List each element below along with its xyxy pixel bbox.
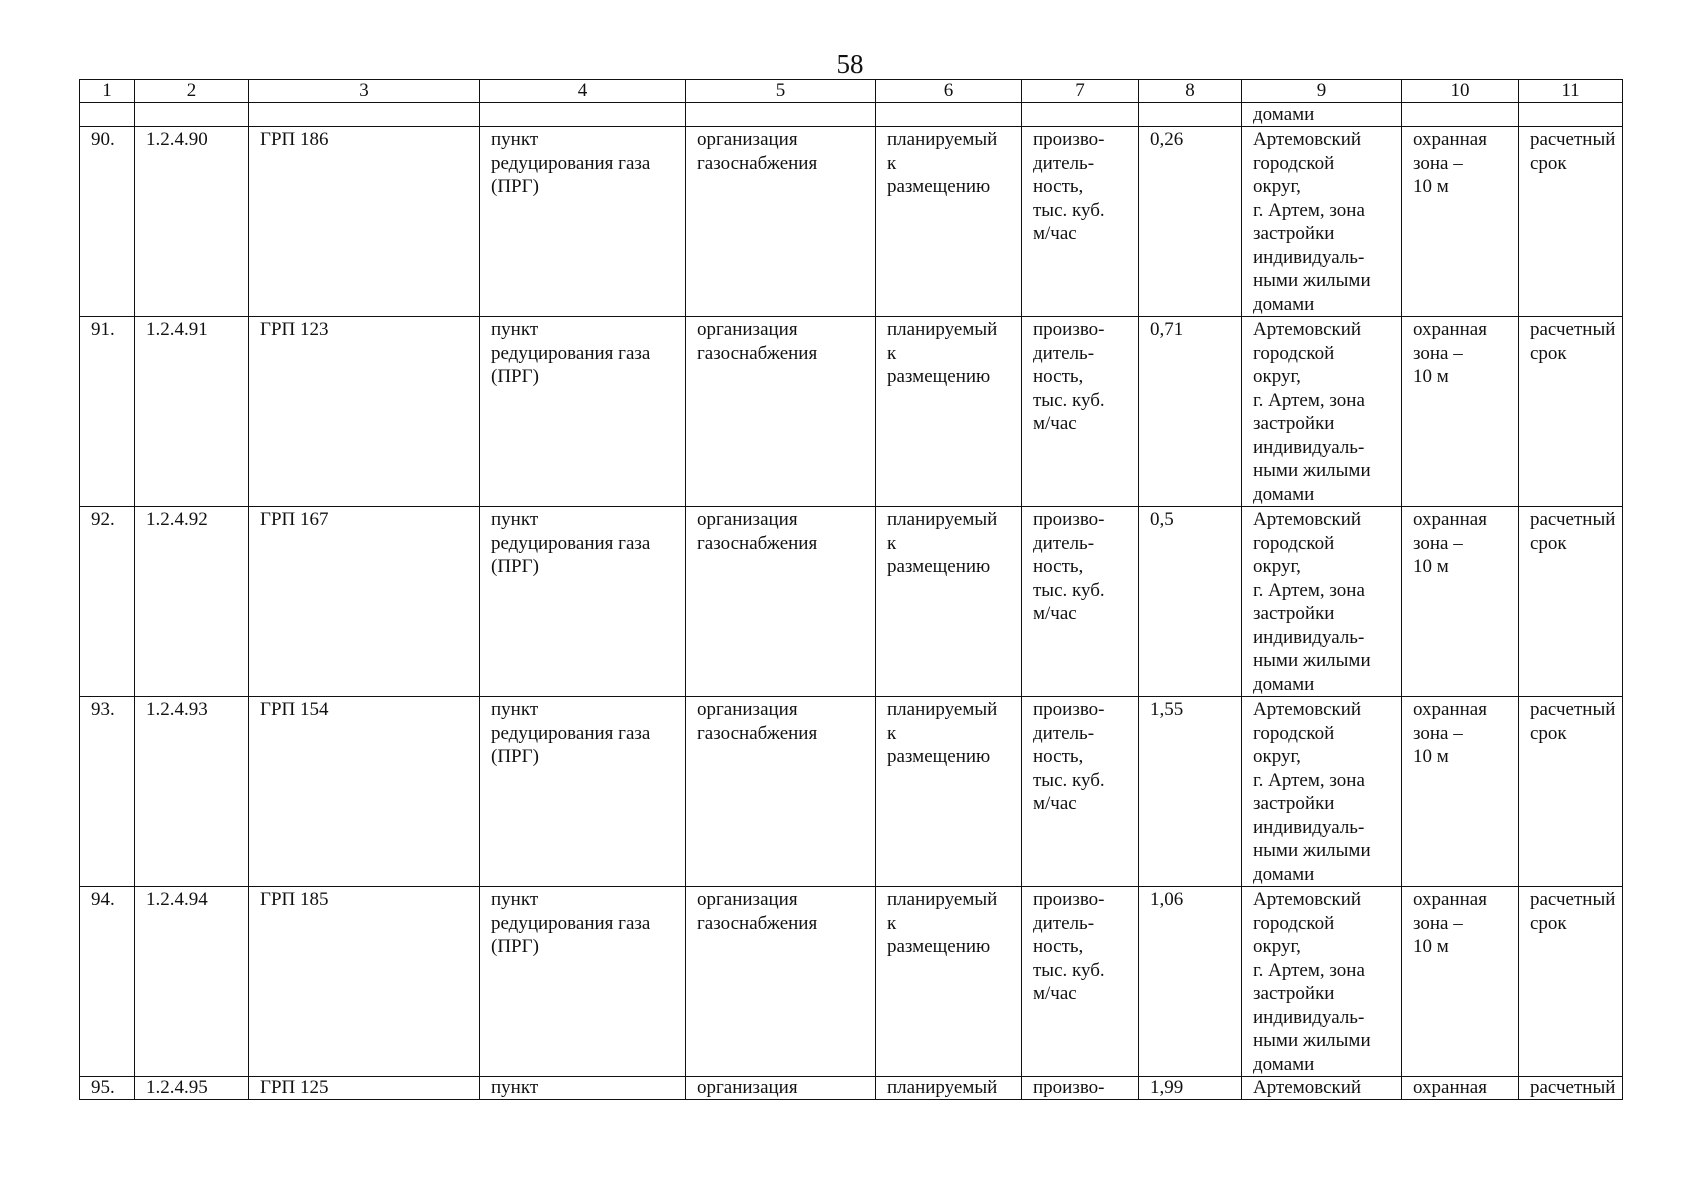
cell-line: индивидуаль- — [1253, 1006, 1365, 1028]
value-cell: 1,06 — [1139, 887, 1242, 1077]
cell-line: Артемовский — [1253, 319, 1362, 340]
table-cell — [135, 103, 249, 127]
table-cell — [80, 103, 135, 127]
cell-line: тыс. куб. — [1033, 199, 1105, 221]
value-cell: 0,71 — [1139, 317, 1242, 507]
cell-line: произво- — [1033, 319, 1105, 340]
cell-line: городской — [1253, 912, 1335, 934]
cell-line: редуцирования газа — [491, 912, 651, 934]
cell-line: индивидуаль- — [1253, 816, 1365, 838]
parameter-cell — [1022, 697, 1139, 887]
cell-line: расчетный — [1530, 319, 1616, 340]
cell-line: застройки — [1253, 413, 1335, 434]
continuation-row — [80, 103, 1623, 127]
cell-line: дитель- — [1033, 532, 1095, 554]
table-row — [80, 697, 1623, 887]
cell-line: г. Артем, зона — [1253, 769, 1365, 791]
cell-line: расчетный — [1530, 509, 1616, 530]
code-cell: 1.2.4.93 — [135, 697, 249, 887]
code-cell: 1.2.4.91 — [135, 317, 249, 507]
cell-line: тыс. куб. — [1033, 769, 1105, 791]
status-cell — [876, 697, 1022, 887]
cell-line: (ПРГ) — [491, 366, 539, 387]
cell-line: тыс. куб. — [1033, 389, 1105, 411]
cell-line: ность, — [1033, 556, 1084, 577]
cell-line: размещению — [887, 746, 991, 767]
organization-cell — [686, 507, 876, 697]
cell-line: городской — [1253, 152, 1335, 174]
cell-line: (ПРГ) — [491, 556, 539, 577]
cell-line: м/час — [1033, 223, 1077, 244]
cell-line: городской — [1253, 342, 1335, 364]
cell-line: ность, — [1033, 936, 1084, 957]
cell-line: планируемый — [887, 129, 998, 150]
column-number: 7 — [1022, 80, 1139, 103]
cell-line: домами — [1253, 483, 1315, 505]
cell-line: домами — [1253, 863, 1315, 885]
row-number-cell: 94. — [80, 887, 135, 1077]
cell-line: г. Артем, зона — [1253, 389, 1365, 411]
column-number: 5 — [686, 80, 876, 103]
cell-line: охранная — [1413, 1077, 1487, 1098]
cell-line: округ, — [1253, 366, 1301, 387]
cell-line: срок — [1530, 152, 1567, 174]
parameter-cell — [1022, 317, 1139, 507]
table-cell — [1022, 103, 1139, 127]
cell-line: домами — [1253, 293, 1315, 315]
cell-line: пункт — [491, 699, 539, 720]
status-cell — [876, 1077, 1022, 1100]
cell-line: городской — [1253, 722, 1335, 744]
status-cell — [876, 507, 1022, 697]
cell-line: тыс. куб. — [1033, 579, 1105, 601]
cell-line: к — [887, 912, 897, 934]
cell-line: планируемый — [887, 889, 998, 910]
cell-line: 10 м — [1413, 366, 1449, 387]
purpose-cell — [480, 697, 686, 887]
cell-line: организация — [697, 1077, 798, 1098]
status-cell — [876, 887, 1022, 1077]
cell-line: 10 м — [1413, 746, 1449, 767]
cell-line: ность, — [1033, 176, 1084, 197]
table-cell — [1402, 103, 1519, 127]
organization-cell — [686, 1077, 876, 1100]
cell-line: индивидуаль- — [1253, 246, 1365, 268]
organization-cell — [686, 127, 876, 317]
cell-line: расчетный — [1530, 699, 1616, 720]
cell-line: пункт — [491, 1077, 539, 1098]
term-cell — [1519, 697, 1623, 887]
cell-line: пункт — [491, 889, 539, 910]
cell-line: произво- — [1033, 889, 1105, 910]
value-cell: 1,99 — [1139, 1077, 1242, 1100]
column-number: 10 — [1402, 80, 1519, 103]
location-cell — [1242, 507, 1402, 697]
cell-line: срок — [1530, 342, 1567, 364]
cell-line: м/час — [1033, 793, 1077, 814]
cell-line: 10 м — [1413, 556, 1449, 577]
cell-line: (ПРГ) — [491, 746, 539, 767]
cell-line: газоснабжения — [697, 912, 818, 934]
cell-line: городской — [1253, 532, 1335, 554]
zone-cell — [1402, 887, 1519, 1077]
cell-line: газоснабжения — [697, 722, 818, 744]
cell-line: расчетный — [1530, 1077, 1616, 1098]
purpose-cell — [480, 507, 686, 697]
cell-line: произво- — [1033, 509, 1105, 530]
status-cell — [876, 317, 1022, 507]
table-row — [80, 507, 1623, 697]
cell-line: редуцирования газа — [491, 722, 651, 744]
column-number: 1 — [80, 80, 135, 103]
table-cell — [1519, 103, 1623, 127]
name-cell: ГРП 167 — [249, 507, 480, 697]
table-body — [80, 103, 1623, 1100]
cell-line: ными жилыми — [1253, 270, 1371, 291]
cell-line: домами — [1253, 673, 1315, 695]
cell-line: (ПРГ) — [491, 936, 539, 957]
row-number-cell: 92. — [80, 507, 135, 697]
cell-line: планируемый — [887, 1077, 998, 1098]
row-number-cell: 90. — [80, 127, 135, 317]
cell-line: ными жилыми — [1253, 460, 1371, 481]
cell-line: размещению — [887, 176, 991, 197]
name-cell: ГРП 125 — [249, 1077, 480, 1100]
term-cell — [1519, 127, 1623, 317]
cell-line: Артемовский — [1253, 129, 1362, 150]
cell-line: Артемовский — [1253, 1077, 1362, 1098]
cell-line: к — [887, 152, 897, 174]
cell-line: редуцирования газа — [491, 152, 651, 174]
column-number-row — [80, 80, 1623, 103]
purpose-cell — [480, 887, 686, 1077]
zone-cell — [1402, 507, 1519, 697]
cell-line: расчетный — [1530, 129, 1616, 150]
cell-line: организация — [697, 509, 798, 530]
cell-line: (ПРГ) — [491, 176, 539, 197]
organization-cell — [686, 697, 876, 887]
zone-cell — [1402, 697, 1519, 887]
table-row — [80, 1077, 1623, 1100]
cell-line: к — [887, 342, 897, 364]
cell-line: зона – — [1413, 342, 1463, 364]
cell-line: планируемый — [887, 509, 998, 530]
parameter-cell — [1022, 887, 1139, 1077]
cell-line: произво- — [1033, 699, 1105, 720]
organization-cell — [686, 317, 876, 507]
cell-line: Артемовский — [1253, 889, 1362, 910]
facilities-table — [79, 79, 1623, 1100]
cell-line: ность, — [1033, 746, 1084, 767]
cell-line: планируемый — [887, 699, 998, 720]
table-row — [80, 127, 1623, 317]
cell-line: индивидуаль- — [1253, 436, 1365, 458]
parameter-cell — [1022, 127, 1139, 317]
cell-line: к — [887, 532, 897, 554]
cell-line: ными жилыми — [1253, 1030, 1371, 1051]
organization-cell — [686, 887, 876, 1077]
cell-line: зона – — [1413, 722, 1463, 744]
cell-line: ными жилыми — [1253, 840, 1371, 861]
cell-line: расчетный — [1530, 889, 1616, 910]
cell-line: охранная — [1413, 319, 1487, 340]
purpose-cell — [480, 1077, 686, 1100]
cell-line: м/час — [1033, 603, 1077, 624]
column-number: 4 — [480, 80, 686, 103]
cell-line: размещению — [887, 556, 991, 577]
cell-line: домами — [1253, 1053, 1315, 1075]
name-cell: ГРП 123 — [249, 317, 480, 507]
code-cell: 1.2.4.92 — [135, 507, 249, 697]
cell-line: округ, — [1253, 176, 1301, 197]
cell-line: пункт — [491, 319, 539, 340]
table-cell: домами — [1242, 103, 1402, 127]
cell-line: охранная — [1413, 889, 1487, 910]
cell-line: округ, — [1253, 936, 1301, 957]
name-cell: ГРП 154 — [249, 697, 480, 887]
code-cell: 1.2.4.95 — [135, 1077, 249, 1100]
name-cell: ГРП 186 — [249, 127, 480, 317]
term-cell — [1519, 887, 1623, 1077]
cell-line: дитель- — [1033, 342, 1095, 364]
cell-line: тыс. куб. — [1033, 959, 1105, 981]
cell-line: г. Артем, зона — [1253, 199, 1365, 221]
cell-line: срок — [1530, 912, 1567, 934]
cell-line: Артемовский — [1253, 699, 1362, 720]
table-row — [80, 887, 1623, 1077]
table-row — [80, 317, 1623, 507]
cell-line: планируемый — [887, 319, 998, 340]
cell-line: пункт — [491, 129, 539, 150]
cell-line: зона – — [1413, 912, 1463, 934]
column-number: 6 — [876, 80, 1022, 103]
column-number: 2 — [135, 80, 249, 103]
row-number-cell: 93. — [80, 697, 135, 887]
cell-line: пункт — [491, 509, 539, 530]
cell-line: охранная — [1413, 699, 1487, 720]
page-number: 58 — [836, 49, 864, 79]
table-cell — [686, 103, 876, 127]
cell-line: 10 м — [1413, 176, 1449, 197]
column-number: 3 — [249, 80, 480, 103]
cell-line: охранная — [1413, 129, 1487, 150]
cell-line: застройки — [1253, 603, 1335, 624]
column-number: 8 — [1139, 80, 1242, 103]
purpose-cell — [480, 127, 686, 317]
code-cell: 1.2.4.94 — [135, 887, 249, 1077]
cell-line: газоснабжения — [697, 342, 818, 364]
purpose-cell — [480, 317, 686, 507]
cell-line: организация — [697, 699, 798, 720]
cell-line: индивидуаль- — [1253, 626, 1365, 648]
zone-cell — [1402, 127, 1519, 317]
table-cell — [876, 103, 1022, 127]
cell-line: охранная — [1413, 509, 1487, 530]
table-cell — [249, 103, 480, 127]
cell-line: газоснабжения — [697, 532, 818, 554]
name-cell: ГРП 185 — [249, 887, 480, 1077]
cell-line: г. Артем, зона — [1253, 579, 1365, 601]
cell-line: застройки — [1253, 793, 1335, 814]
cell-line: зона – — [1413, 152, 1463, 174]
parameter-cell — [1022, 1077, 1139, 1100]
cell-line: произво- — [1033, 1077, 1105, 1098]
cell-line: г. Артем, зона — [1253, 959, 1365, 981]
cell-line: размещению — [887, 936, 991, 957]
cell-line: размещению — [887, 366, 991, 387]
cell-line: организация — [697, 319, 798, 340]
zone-cell — [1402, 317, 1519, 507]
parameter-cell — [1022, 507, 1139, 697]
status-cell — [876, 127, 1022, 317]
location-cell — [1242, 697, 1402, 887]
table-cell — [1139, 103, 1242, 127]
cell-line: застройки — [1253, 983, 1335, 1004]
location-cell — [1242, 1077, 1402, 1100]
cell-line: к — [887, 722, 897, 744]
location-cell — [1242, 887, 1402, 1077]
cell-line: м/час — [1033, 413, 1077, 434]
cell-line: 10 м — [1413, 936, 1449, 957]
cell-line: ными жилыми — [1253, 650, 1371, 671]
cell-line: Артемовский — [1253, 509, 1362, 530]
cell-line: организация — [697, 129, 798, 150]
zone-cell — [1402, 1077, 1519, 1100]
value-cell: 0,5 — [1139, 507, 1242, 697]
cell-line: дитель- — [1033, 152, 1095, 174]
row-number-cell: 91. — [80, 317, 135, 507]
cell-line: м/час — [1033, 983, 1077, 1004]
cell-line: организация — [697, 889, 798, 910]
cell-line: газоснабжения — [697, 152, 818, 174]
location-cell — [1242, 317, 1402, 507]
column-number: 11 — [1519, 80, 1623, 103]
value-cell: 0,26 — [1139, 127, 1242, 317]
table-cell — [480, 103, 686, 127]
cell-line: срок — [1530, 532, 1567, 554]
cell-line: округ, — [1253, 556, 1301, 577]
cell-line: произво- — [1033, 129, 1105, 150]
cell-line: округ, — [1253, 746, 1301, 767]
cell-line: дитель- — [1033, 912, 1095, 934]
cell-line: ность, — [1033, 366, 1084, 387]
row-number-cell: 95. — [80, 1077, 135, 1100]
cell-line: зона – — [1413, 532, 1463, 554]
cell-line: застройки — [1253, 223, 1335, 244]
cell-line: редуцирования газа — [491, 532, 651, 554]
term-cell — [1519, 1077, 1623, 1100]
location-cell — [1242, 127, 1402, 317]
cell-line: дитель- — [1033, 722, 1095, 744]
value-cell: 1,55 — [1139, 697, 1242, 887]
term-cell — [1519, 507, 1623, 697]
term-cell — [1519, 317, 1623, 507]
cell-line: редуцирования газа — [491, 342, 651, 364]
column-number: 9 — [1242, 80, 1402, 103]
cell-line: срок — [1530, 722, 1567, 744]
code-cell: 1.2.4.90 — [135, 127, 249, 317]
